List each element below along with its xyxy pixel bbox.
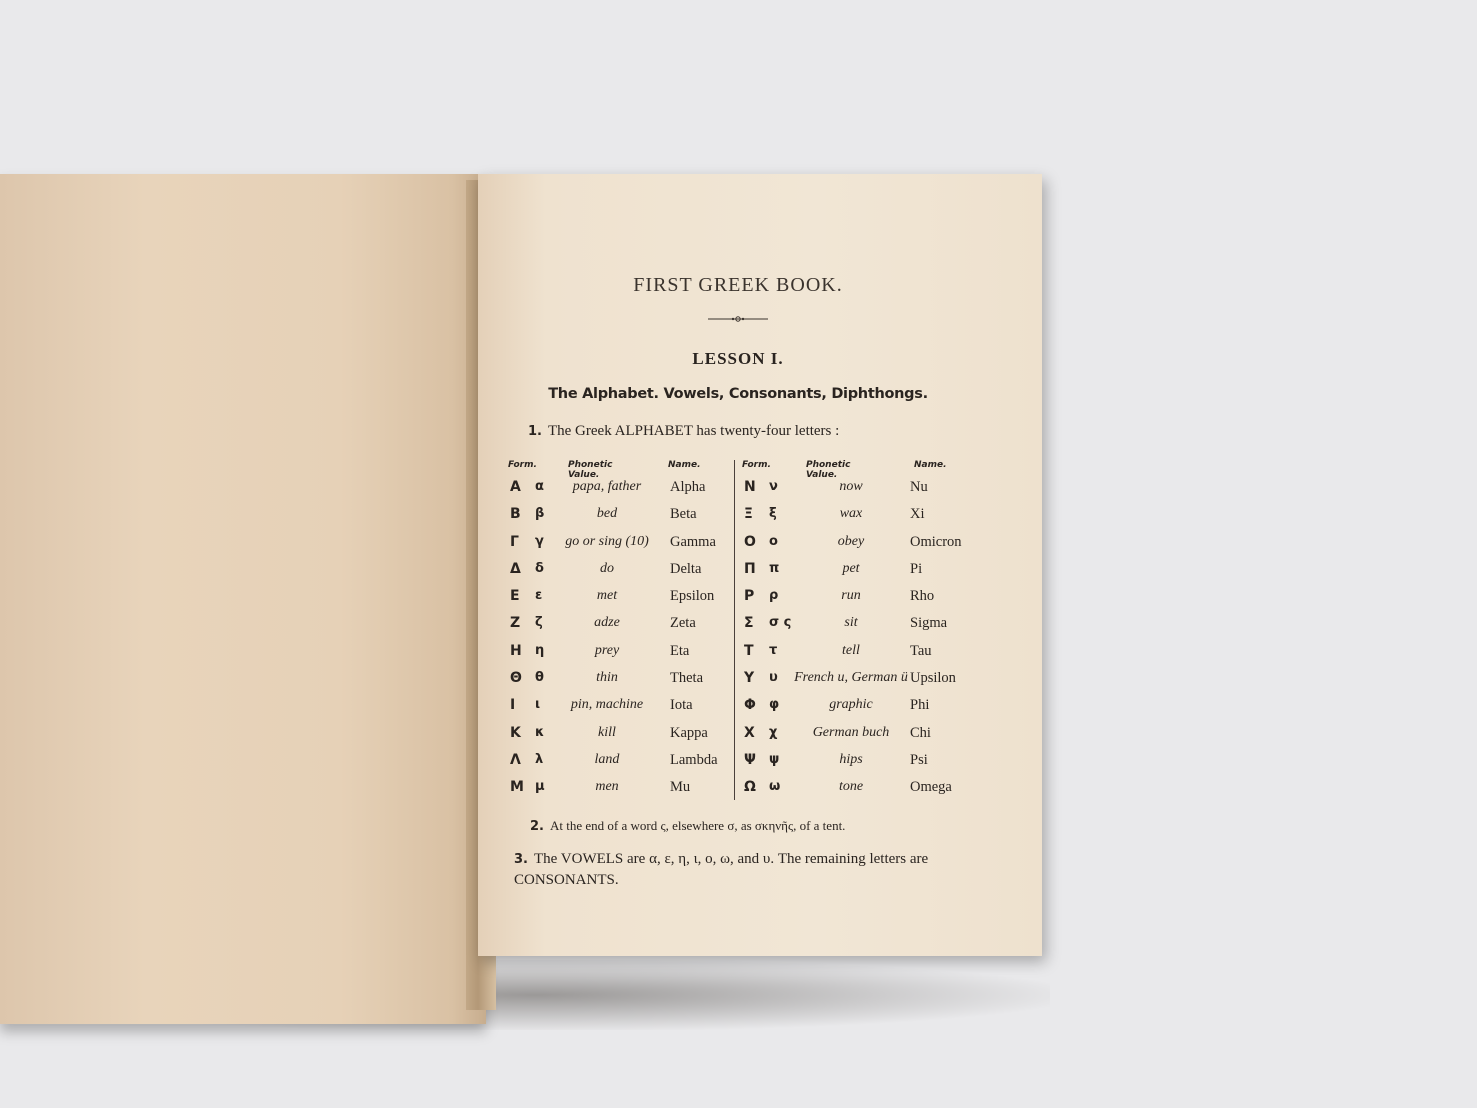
letter-name: Chi <box>910 724 931 741</box>
header-name: Name. <box>914 460 947 470</box>
letter-name: Eta <box>670 642 690 659</box>
letter-phonetic: men <box>595 779 619 795</box>
letter-phonetic: hips <box>839 751 863 767</box>
letter-upper: Χ <box>744 724 755 741</box>
letter-phonetic: tell <box>842 642 860 658</box>
letter-lower: ψ <box>769 751 780 767</box>
letter-phonetic: thin <box>596 670 618 686</box>
letter-name: Phi <box>910 697 930 714</box>
letter-phonetic: land <box>594 751 620 767</box>
letter-upper: Ζ <box>510 615 521 632</box>
letter-name: Nu <box>910 479 928 495</box>
letter-name: Beta <box>670 506 697 523</box>
letter-phonetic: graphic <box>829 697 873 713</box>
letter-upper: Α <box>510 479 521 495</box>
paragraph-text: The Greek ALPHABET has twenty-four letters : <box>547 423 840 439</box>
letter-upper: Λ <box>510 751 521 768</box>
letter-upper: Η <box>510 642 522 659</box>
letter-lower: ζ <box>535 615 543 631</box>
letter-lower: γ <box>535 533 544 549</box>
header-name: Name. <box>668 460 701 470</box>
letter-upper: Ο <box>744 533 756 550</box>
letter-lower: σ ς <box>769 615 792 631</box>
header-form: Form. <box>742 460 771 470</box>
letter-lower: ω <box>769 779 781 795</box>
letter-upper: Π <box>744 560 756 577</box>
letter-lower: χ <box>769 724 778 740</box>
paragraph-number: 2. <box>530 819 544 834</box>
letter-lower: μ <box>535 779 545 795</box>
header-phonetic: Phonetic Value. <box>806 460 851 480</box>
letter-lower: λ <box>535 751 544 767</box>
letter-phonetic: now <box>839 479 863 494</box>
letter-phonetic: do <box>600 560 614 576</box>
letter-phonetic: pet <box>842 560 860 576</box>
letter-phonetic: French u, German ü <box>794 670 908 686</box>
letter-phonetic: wax <box>839 506 863 522</box>
letter-upper: Β <box>510 506 521 523</box>
letter-name: Alpha <box>670 479 706 495</box>
letter-phonetic: tone <box>838 779 864 795</box>
letter-name: Xi <box>910 506 925 523</box>
letter-upper: Μ <box>510 779 524 796</box>
book-title: FIRST GREEK BOOK. <box>633 274 843 296</box>
paragraph-text: The VOWELS are α, ε, η, ι, ο, ω, and υ. The remaining letters are CONSONANTS. <box>514 851 929 888</box>
letter-phonetic: run <box>841 588 861 604</box>
letter-lower: ε <box>535 588 543 604</box>
letter-name: Kappa <box>670 724 708 741</box>
letter-phonetic: bed <box>596 506 618 522</box>
letter-name: Rho <box>910 588 935 605</box>
letter-name: Psi <box>910 751 928 768</box>
letter-name: Sigma <box>910 615 948 632</box>
letter-upper: Ω <box>744 779 756 796</box>
letter-name: Lambda <box>670 751 718 768</box>
letter-phonetic: go or sing (10) <box>565 533 649 549</box>
letter-lower: ρ <box>769 588 779 604</box>
letter-lower: ξ <box>769 506 777 522</box>
letter-phonetic: prey <box>594 642 620 658</box>
letter-upper: Τ <box>744 642 754 659</box>
header-phonetic: Phonetic Value. <box>568 460 613 480</box>
letter-name: Upsilon <box>910 670 956 687</box>
letter-upper: Φ <box>744 697 756 714</box>
header-form: Form. <box>508 460 537 470</box>
letter-phonetic: papa, father <box>572 479 642 494</box>
paragraph-text: At the end of a word ς, elsewhere σ, as σκηνῆς, of a tent. <box>549 818 846 833</box>
lesson-heading: LESSON I. <box>692 349 784 368</box>
letter-lower: δ <box>535 560 544 576</box>
letter-lower: η <box>535 642 545 658</box>
letter-upper: Δ <box>510 560 521 577</box>
paragraph-number: 1. <box>528 424 542 439</box>
letter-name: Zeta <box>670 615 696 632</box>
letter-name: Delta <box>670 560 702 577</box>
letter-name: Mu <box>670 779 691 796</box>
letter-name: Omega <box>910 779 952 796</box>
letter-lower: θ <box>535 670 544 686</box>
letter-upper: Ι <box>510 697 516 714</box>
letter-phonetic: sit <box>844 615 858 631</box>
lesson-subtitle: The Alphabet. Vowels, Consonants, Diphthongs. <box>548 386 928 402</box>
letter-phonetic: German buch <box>812 724 890 740</box>
letter-name: Gamma <box>670 533 716 550</box>
letter-lower: κ <box>535 724 545 740</box>
letter-lower: φ <box>769 697 780 713</box>
letter-upper: Ρ <box>744 588 755 605</box>
letter-name: Tau <box>910 642 932 659</box>
left-page-blank <box>0 174 486 1024</box>
letter-upper: Ε <box>510 588 520 605</box>
letter-upper: Κ <box>510 724 521 741</box>
letter-upper: Ν <box>744 479 756 495</box>
table-column-divider <box>734 460 735 800</box>
letter-upper: Ξ <box>744 506 753 523</box>
letter-lower: ν <box>769 479 778 494</box>
paragraph-1 <box>528 423 839 440</box>
letter-phonetic: pin, machine <box>570 697 644 713</box>
letter-lower: υ <box>769 670 778 686</box>
letter-name: Pi <box>910 560 923 577</box>
letter-name: Iota <box>670 697 693 714</box>
letter-lower: β <box>535 506 545 522</box>
letter-lower: α <box>535 479 544 494</box>
letter-name: Theta <box>670 670 704 687</box>
right-page <box>478 174 1042 956</box>
letter-upper: Γ <box>510 533 519 550</box>
letter-upper: Σ <box>744 615 754 632</box>
letter-phonetic: adze <box>594 615 620 631</box>
letter-lower: π <box>769 560 780 576</box>
letter-phonetic: kill <box>598 724 616 740</box>
letter-name: Omicron <box>910 533 962 550</box>
letter-lower: ι <box>535 697 541 713</box>
letter-phonetic: obey <box>837 533 865 549</box>
letter-lower: τ <box>769 642 778 658</box>
ornament-divider <box>708 314 768 324</box>
paragraph-number: 3. <box>514 852 528 867</box>
letter-lower: ο <box>769 533 778 549</box>
letter-upper: Ψ <box>744 751 756 768</box>
letter-phonetic: met <box>596 588 618 604</box>
letter-name: Epsilon <box>670 588 715 605</box>
letter-upper: Θ <box>510 670 522 687</box>
paragraph-3 <box>514 849 984 891</box>
letter-upper: Υ <box>744 670 755 687</box>
paragraph-2 <box>530 818 845 834</box>
